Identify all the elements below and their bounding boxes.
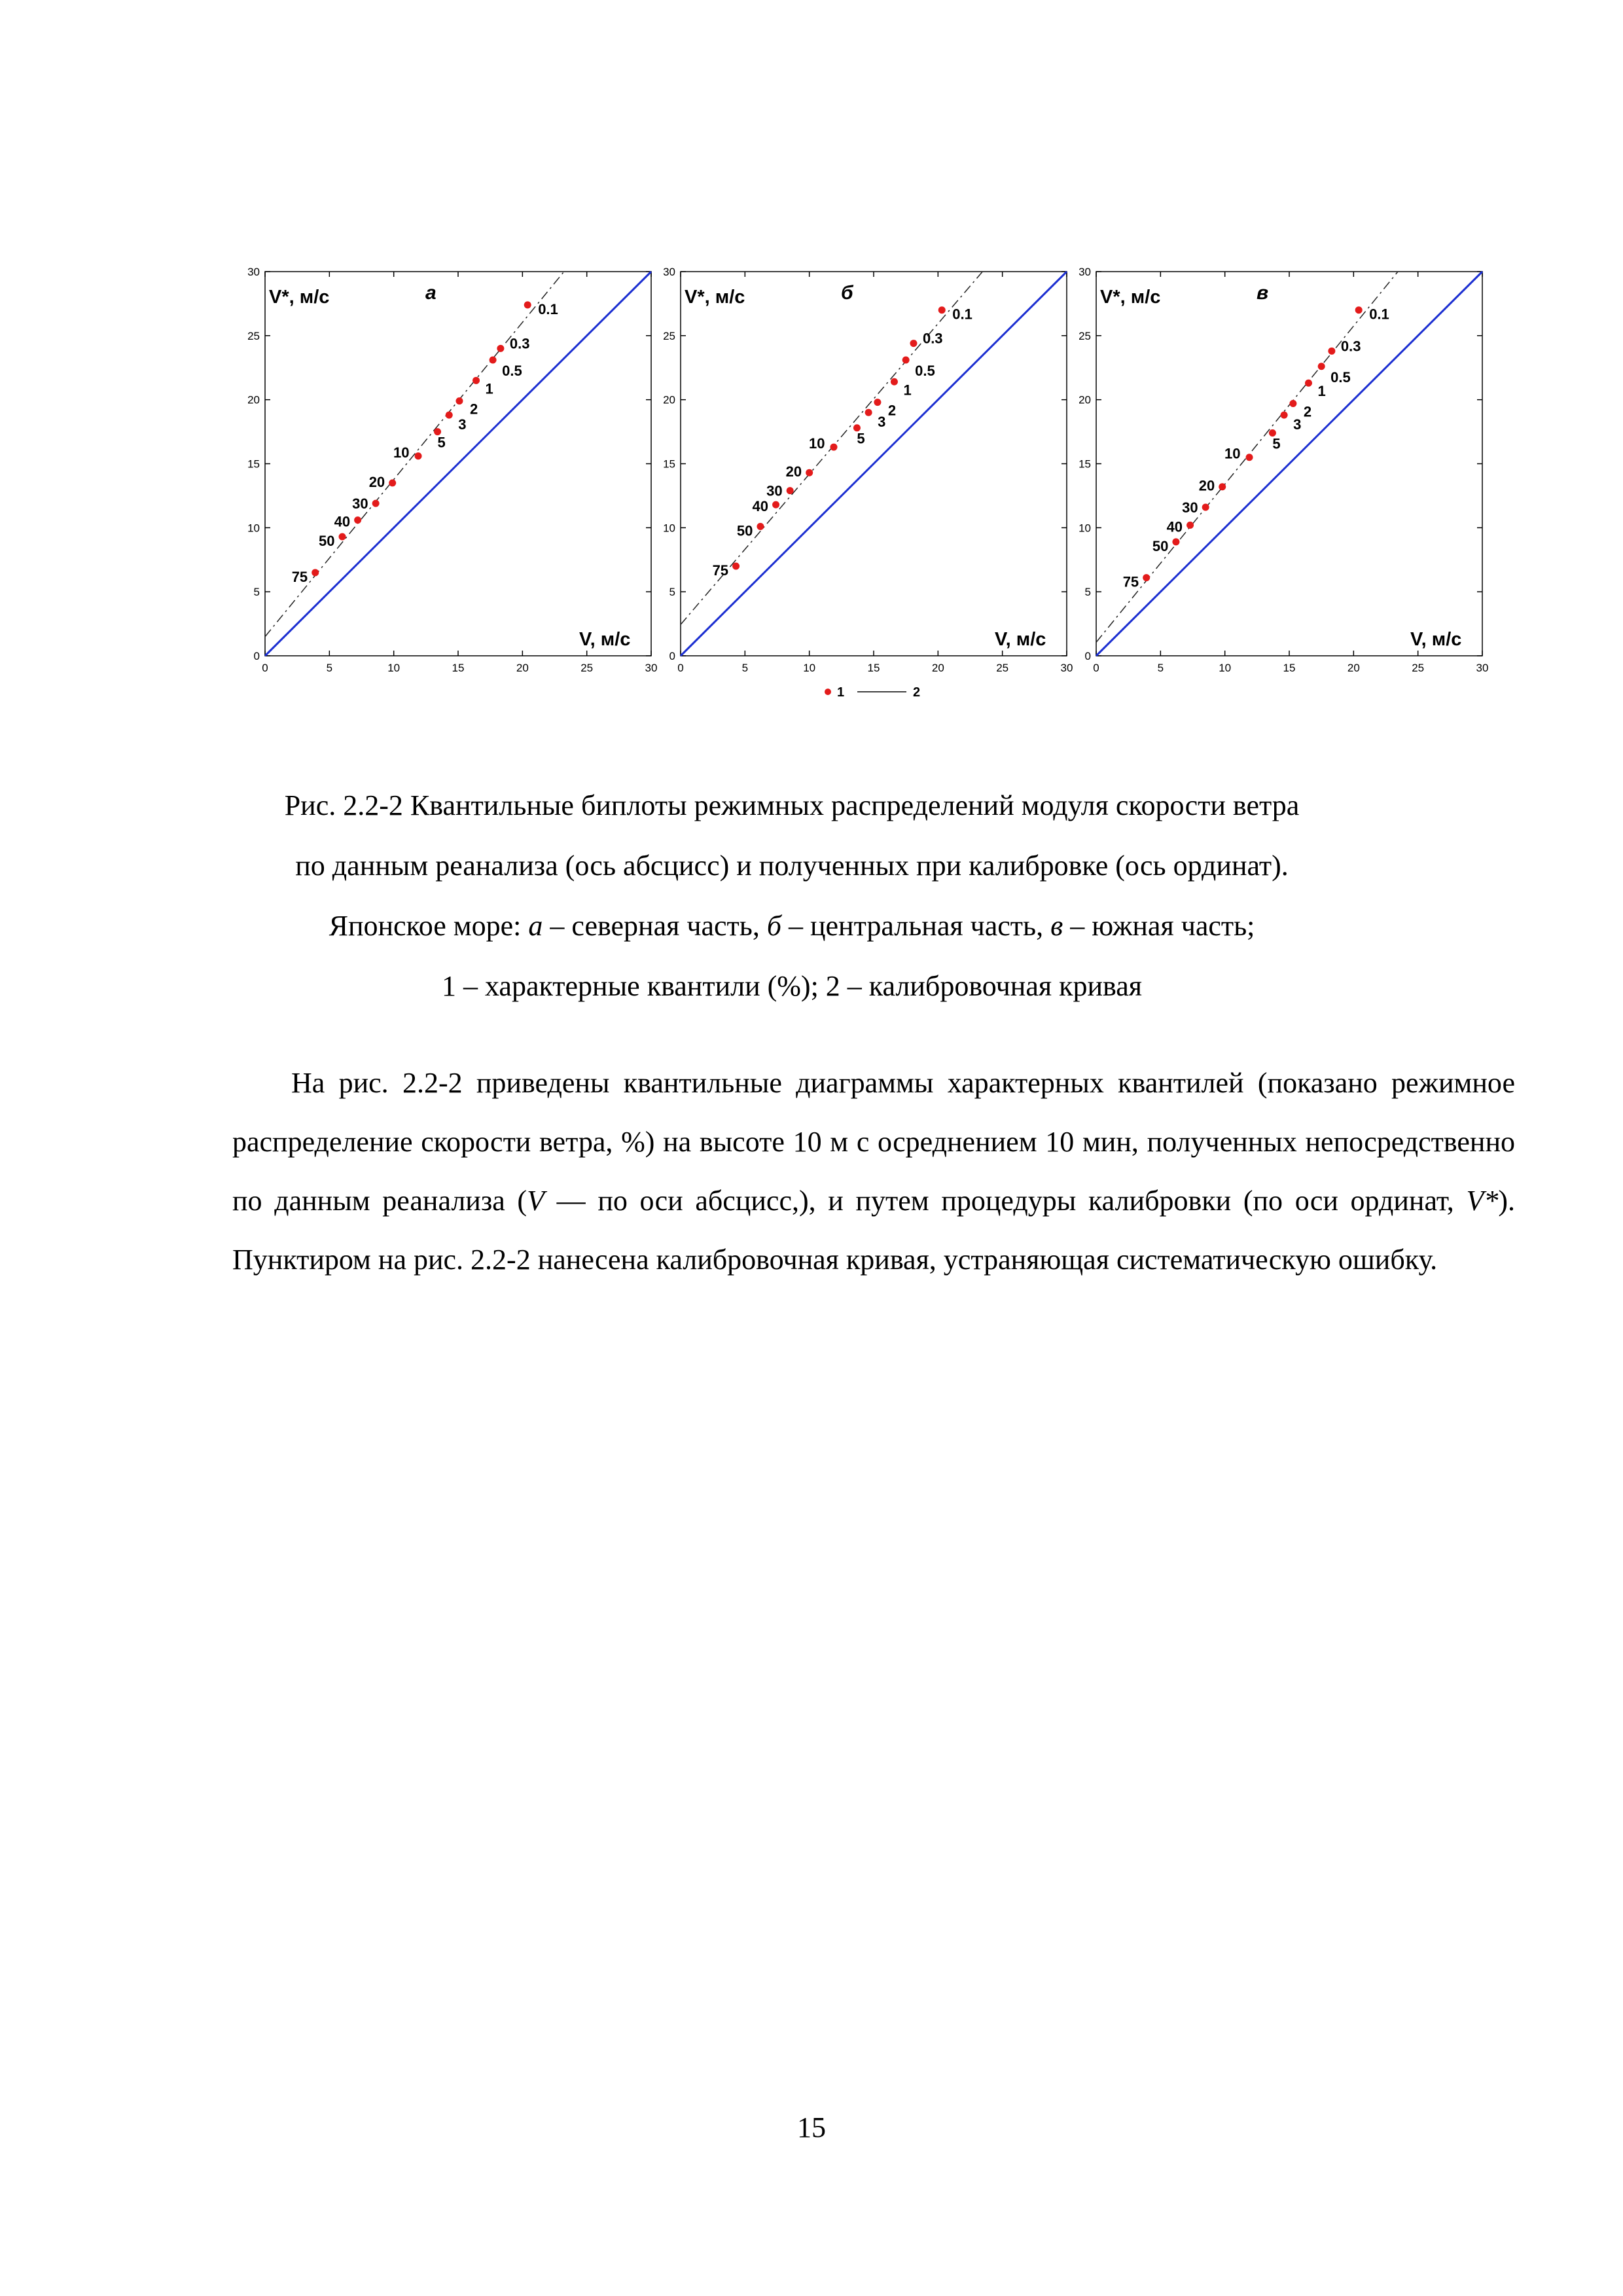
x-tick-label: 0 <box>1093 662 1099 674</box>
quantile-point <box>732 563 740 570</box>
y-tick-label: 30 <box>247 266 260 278</box>
quantile-point <box>354 516 361 524</box>
legend <box>825 685 920 700</box>
y-tick-label: 0 <box>669 650 675 662</box>
panel-label: б <box>841 282 853 304</box>
quantile-point <box>524 301 531 308</box>
quantile-point <box>1186 522 1194 529</box>
point-label: 3 <box>1293 416 1302 433</box>
caption-line-2: по данным реанализа (ось абсцисс) и полученных при калибровке (ось ординат). <box>295 850 1289 882</box>
x-tick-label: 10 <box>387 662 401 674</box>
quantile-point <box>787 487 794 494</box>
y-tick-label: 30 <box>663 266 675 278</box>
point-label: 10 <box>393 444 410 461</box>
y-tick-label: 20 <box>1079 393 1091 406</box>
y-axis-label: V*, м/с <box>1100 287 1161 308</box>
point-label: 3 <box>458 416 467 433</box>
point-label: 0.3 <box>1340 338 1361 355</box>
quantile-point <box>757 523 764 530</box>
quantile-point <box>938 306 946 314</box>
symbol-v: V <box>527 1185 544 1217</box>
paragraph-text-2: — по оси абсцисс,), и путем процедуры калибровки (по оси ординат, <box>544 1185 1467 1217</box>
x-tick-label: 10 <box>1219 662 1232 674</box>
quantile-point <box>1355 306 1363 314</box>
y-tick-label: 5 <box>1084 586 1091 599</box>
y-tick-label: 10 <box>247 522 260 535</box>
quantile-point <box>339 533 346 541</box>
caption-label-v: в <box>1050 910 1063 942</box>
x-tick-label: 10 <box>803 662 816 674</box>
panel-label: в <box>1257 282 1269 304</box>
caption-line-4: 1 – характерные квантили (%); 2 – калибровочная кривая <box>442 970 1142 1002</box>
quantile-point <box>772 501 779 509</box>
quantile-point <box>455 397 463 404</box>
point-label: 50 <box>736 522 753 539</box>
x-tick-label: 25 <box>580 662 594 674</box>
dashed-fit-line <box>265 272 564 637</box>
quantile-point <box>1172 538 1179 545</box>
figure-charts <box>239 259 1499 700</box>
legend-label-1: 1 <box>837 685 845 700</box>
calibration-line <box>265 272 651 656</box>
point-label: 10 <box>809 435 825 452</box>
point-label: 40 <box>1166 518 1183 535</box>
y-tick-label: 20 <box>663 393 675 406</box>
caption-line-3 <box>236 896 1348 956</box>
x-tick-label: 15 <box>867 662 880 674</box>
point-label: 30 <box>766 482 783 499</box>
point-label: 20 <box>368 473 385 490</box>
x-tick-label: 15 <box>452 662 465 674</box>
point-label: 0.5 <box>915 363 935 380</box>
quantile-point <box>1143 574 1150 581</box>
x-tick-label: 25 <box>1412 662 1425 674</box>
figure-caption <box>236 776 1348 1016</box>
point-label: 5 <box>437 434 446 451</box>
y-tick-label: 15 <box>1079 457 1091 471</box>
quantile-point <box>902 357 910 364</box>
quantile-point <box>910 340 917 347</box>
symbol-v-star: V* <box>1466 1185 1499 1217</box>
point-label: 0.1 <box>952 306 972 323</box>
body-paragraph <box>232 1054 1515 1289</box>
legend-label-2: 2 <box>913 685 921 700</box>
quantile-point <box>312 569 319 576</box>
point-label: 0.1 <box>538 300 558 317</box>
quantile-point <box>1281 412 1288 419</box>
point-label: 0.3 <box>509 335 530 352</box>
quantile-point <box>490 357 497 364</box>
y-tick-label: 10 <box>663 522 675 535</box>
point-label: 2 <box>1303 403 1312 420</box>
calibration-line <box>681 272 1067 656</box>
x-tick-label: 0 <box>262 662 268 674</box>
point-label: 5 <box>1272 435 1281 452</box>
y-tick-label: 30 <box>1079 266 1091 278</box>
x-tick-label: 30 <box>1060 662 1073 674</box>
y-tick-label: 5 <box>253 586 260 599</box>
quantile-point <box>1318 363 1325 370</box>
y-tick-label: 10 <box>1079 522 1091 535</box>
page-number: 15 <box>797 2111 826 2144</box>
point-label: 0.5 <box>1330 368 1351 386</box>
quantile-point <box>446 412 453 419</box>
quantile-point <box>372 500 380 507</box>
x-tick-label: 30 <box>1476 662 1489 674</box>
quantile-point <box>891 378 898 386</box>
quantile-point <box>1219 483 1226 490</box>
calibration-line <box>1096 272 1482 656</box>
point-label: 0.5 <box>502 363 522 380</box>
point-label: 1 <box>1317 383 1326 400</box>
x-tick-label: 5 <box>741 662 749 674</box>
y-tick-label: 25 <box>663 329 675 342</box>
y-axis-label: V*, м/с <box>269 287 330 308</box>
y-tick-label: 25 <box>247 329 260 342</box>
point-label: 3 <box>878 414 886 431</box>
quantile-point <box>1246 454 1253 461</box>
y-tick-label: 5 <box>669 586 675 599</box>
point-label: 75 <box>291 568 308 585</box>
point-label: 50 <box>1152 537 1169 554</box>
paragraph-text-1: На рис. 2.2-2 приведены квантильные диаграммы характерных квантилей (показано режимное распределение скорости ветра, %) на высоте 10 м с осреднением 10 мин, полученных непосредственно по данным реанализа ( <box>232 1067 1515 1217</box>
point-label: 40 <box>334 513 351 530</box>
quantile-point <box>389 479 396 486</box>
point-label: 2 <box>469 401 478 418</box>
point-label: 5 <box>857 430 865 447</box>
y-tick-label: 15 <box>663 457 675 471</box>
x-tick-label: 5 <box>1157 662 1164 674</box>
x-tick-label: 5 <box>326 662 333 674</box>
point-label: 1 <box>485 380 493 397</box>
y-tick-label: 20 <box>247 393 260 406</box>
point-label: 10 <box>1224 445 1241 462</box>
paragraph-1 <box>232 1054 1515 1289</box>
paragraph-text-3: ). Пунктиром на рис. 2.2-2 нанесена калибровочная кривая, устраняющая систематическую ошибку. <box>232 1185 1515 1276</box>
point-label: 1 <box>903 382 912 399</box>
point-label: 20 <box>785 463 802 480</box>
quantile-point <box>497 345 504 352</box>
x-tick-label: 20 <box>516 662 529 674</box>
x-tick-label: 20 <box>1347 662 1360 674</box>
quantile-point <box>1305 380 1312 387</box>
y-tick-label: 15 <box>247 457 260 471</box>
chart-panel <box>247 266 657 674</box>
x-axis-label: V, м/с <box>995 629 1046 650</box>
point-label: 20 <box>1198 477 1215 494</box>
point-label: 50 <box>319 533 335 550</box>
point-label: 0.1 <box>1369 306 1389 323</box>
y-axis-label: V*, м/с <box>685 287 745 308</box>
caption-south: – южная часть; <box>1063 910 1255 942</box>
quantile-point <box>473 377 480 384</box>
x-axis-label: V, м/с <box>579 629 631 650</box>
caption-north: – северная часть, <box>543 910 767 942</box>
caption-sea: Японское море: <box>329 910 529 942</box>
y-tick-label: 0 <box>1084 650 1091 662</box>
quantile-point <box>1202 504 1209 511</box>
chart-panel <box>663 266 1073 674</box>
quantile-point <box>874 399 881 406</box>
quantile-point <box>1328 348 1335 355</box>
x-tick-label: 15 <box>1283 662 1296 674</box>
quantile-point <box>415 452 422 459</box>
quantile-point <box>865 409 872 416</box>
quantile-point <box>830 444 838 451</box>
point-label: 0.3 <box>922 330 943 347</box>
quantile-point <box>1289 400 1296 407</box>
y-tick-label: 25 <box>1079 329 1091 342</box>
legend-point-marker <box>825 689 831 695</box>
chart-panel <box>1079 266 1488 674</box>
y-tick-label: 0 <box>253 650 260 662</box>
x-tick-label: 0 <box>677 662 684 674</box>
x-axis-label: V, м/с <box>1410 629 1462 650</box>
point-label: 30 <box>1182 499 1198 516</box>
x-tick-label: 30 <box>645 662 658 674</box>
caption-label-b: б <box>766 910 781 942</box>
x-tick-label: 25 <box>996 662 1009 674</box>
point-label: 2 <box>887 402 897 419</box>
caption-line-1: Рис. 2.2-2 Квантильные биплоты режимных распределений модуля скорости ветра <box>284 789 1300 821</box>
panel-label: а <box>425 282 437 304</box>
caption-central: – центральная часть, <box>781 910 1051 942</box>
quantile-point <box>806 469 813 476</box>
caption-label-a: а <box>528 910 543 942</box>
point-label: 30 <box>352 495 368 512</box>
point-label: 75 <box>712 562 729 579</box>
x-tick-label: 20 <box>931 662 944 674</box>
point-label: 40 <box>752 498 769 515</box>
point-label: 75 <box>1122 573 1139 590</box>
